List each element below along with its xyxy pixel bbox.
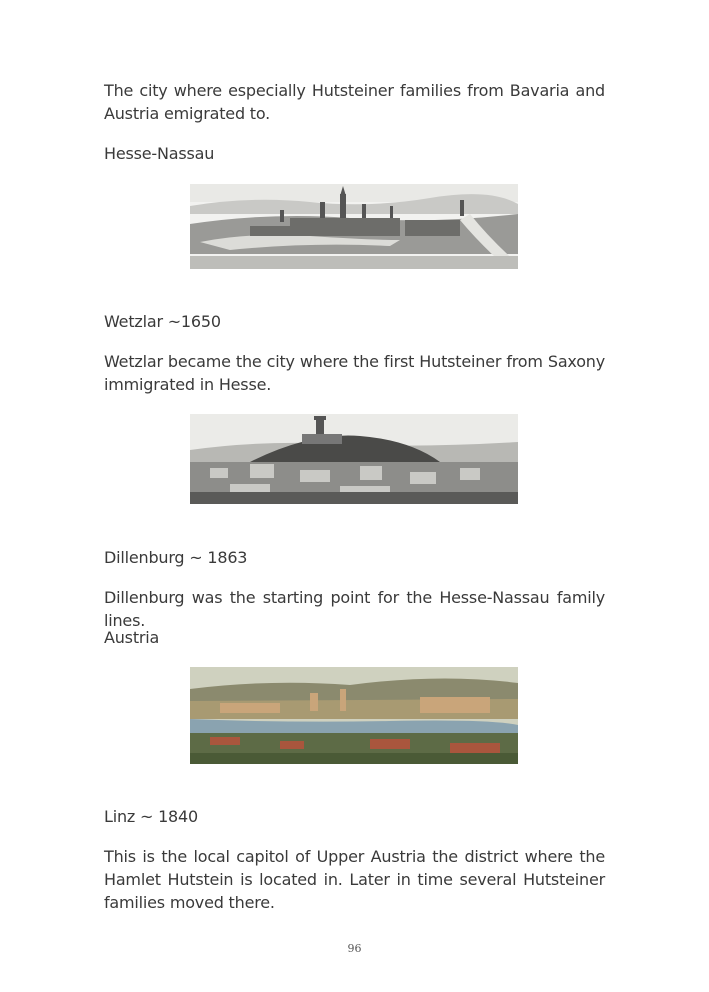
dillenburg-paragraph: Dillenburg was the starting point for the Hesse-Nassau family lines.: [104, 588, 605, 630]
wetzlar-paragraph: Wetzlar became the city where the first Hutsteiner from Saxony immigrated in Hesse.: [104, 352, 605, 394]
intro-paragraph: The city where especially Hutsteiner families from Bavaria and Austria emigrated to.: [104, 81, 605, 123]
linz-painting-image: [190, 667, 518, 764]
caption-linz: Linz ~ 1840: [104, 807, 198, 826]
wetzlar-engraving-image: [190, 184, 518, 269]
linz-paragraph: This is the local capitol of Upper Austria the district where the Hamlet Hutstein is located in. Later in time several Hutsteiner families moved there.: [104, 847, 605, 912]
page-number: 96: [347, 942, 362, 955]
section-heading-hesse-nassau: Hesse-Nassau: [104, 144, 215, 163]
caption-wetzlar: Wetzlar ~1650: [104, 312, 221, 331]
section-heading-austria: Austria: [104, 628, 160, 647]
caption-dillenburg: Dillenburg ~ 1863: [104, 548, 248, 567]
dillenburg-photo-image: [190, 414, 518, 504]
